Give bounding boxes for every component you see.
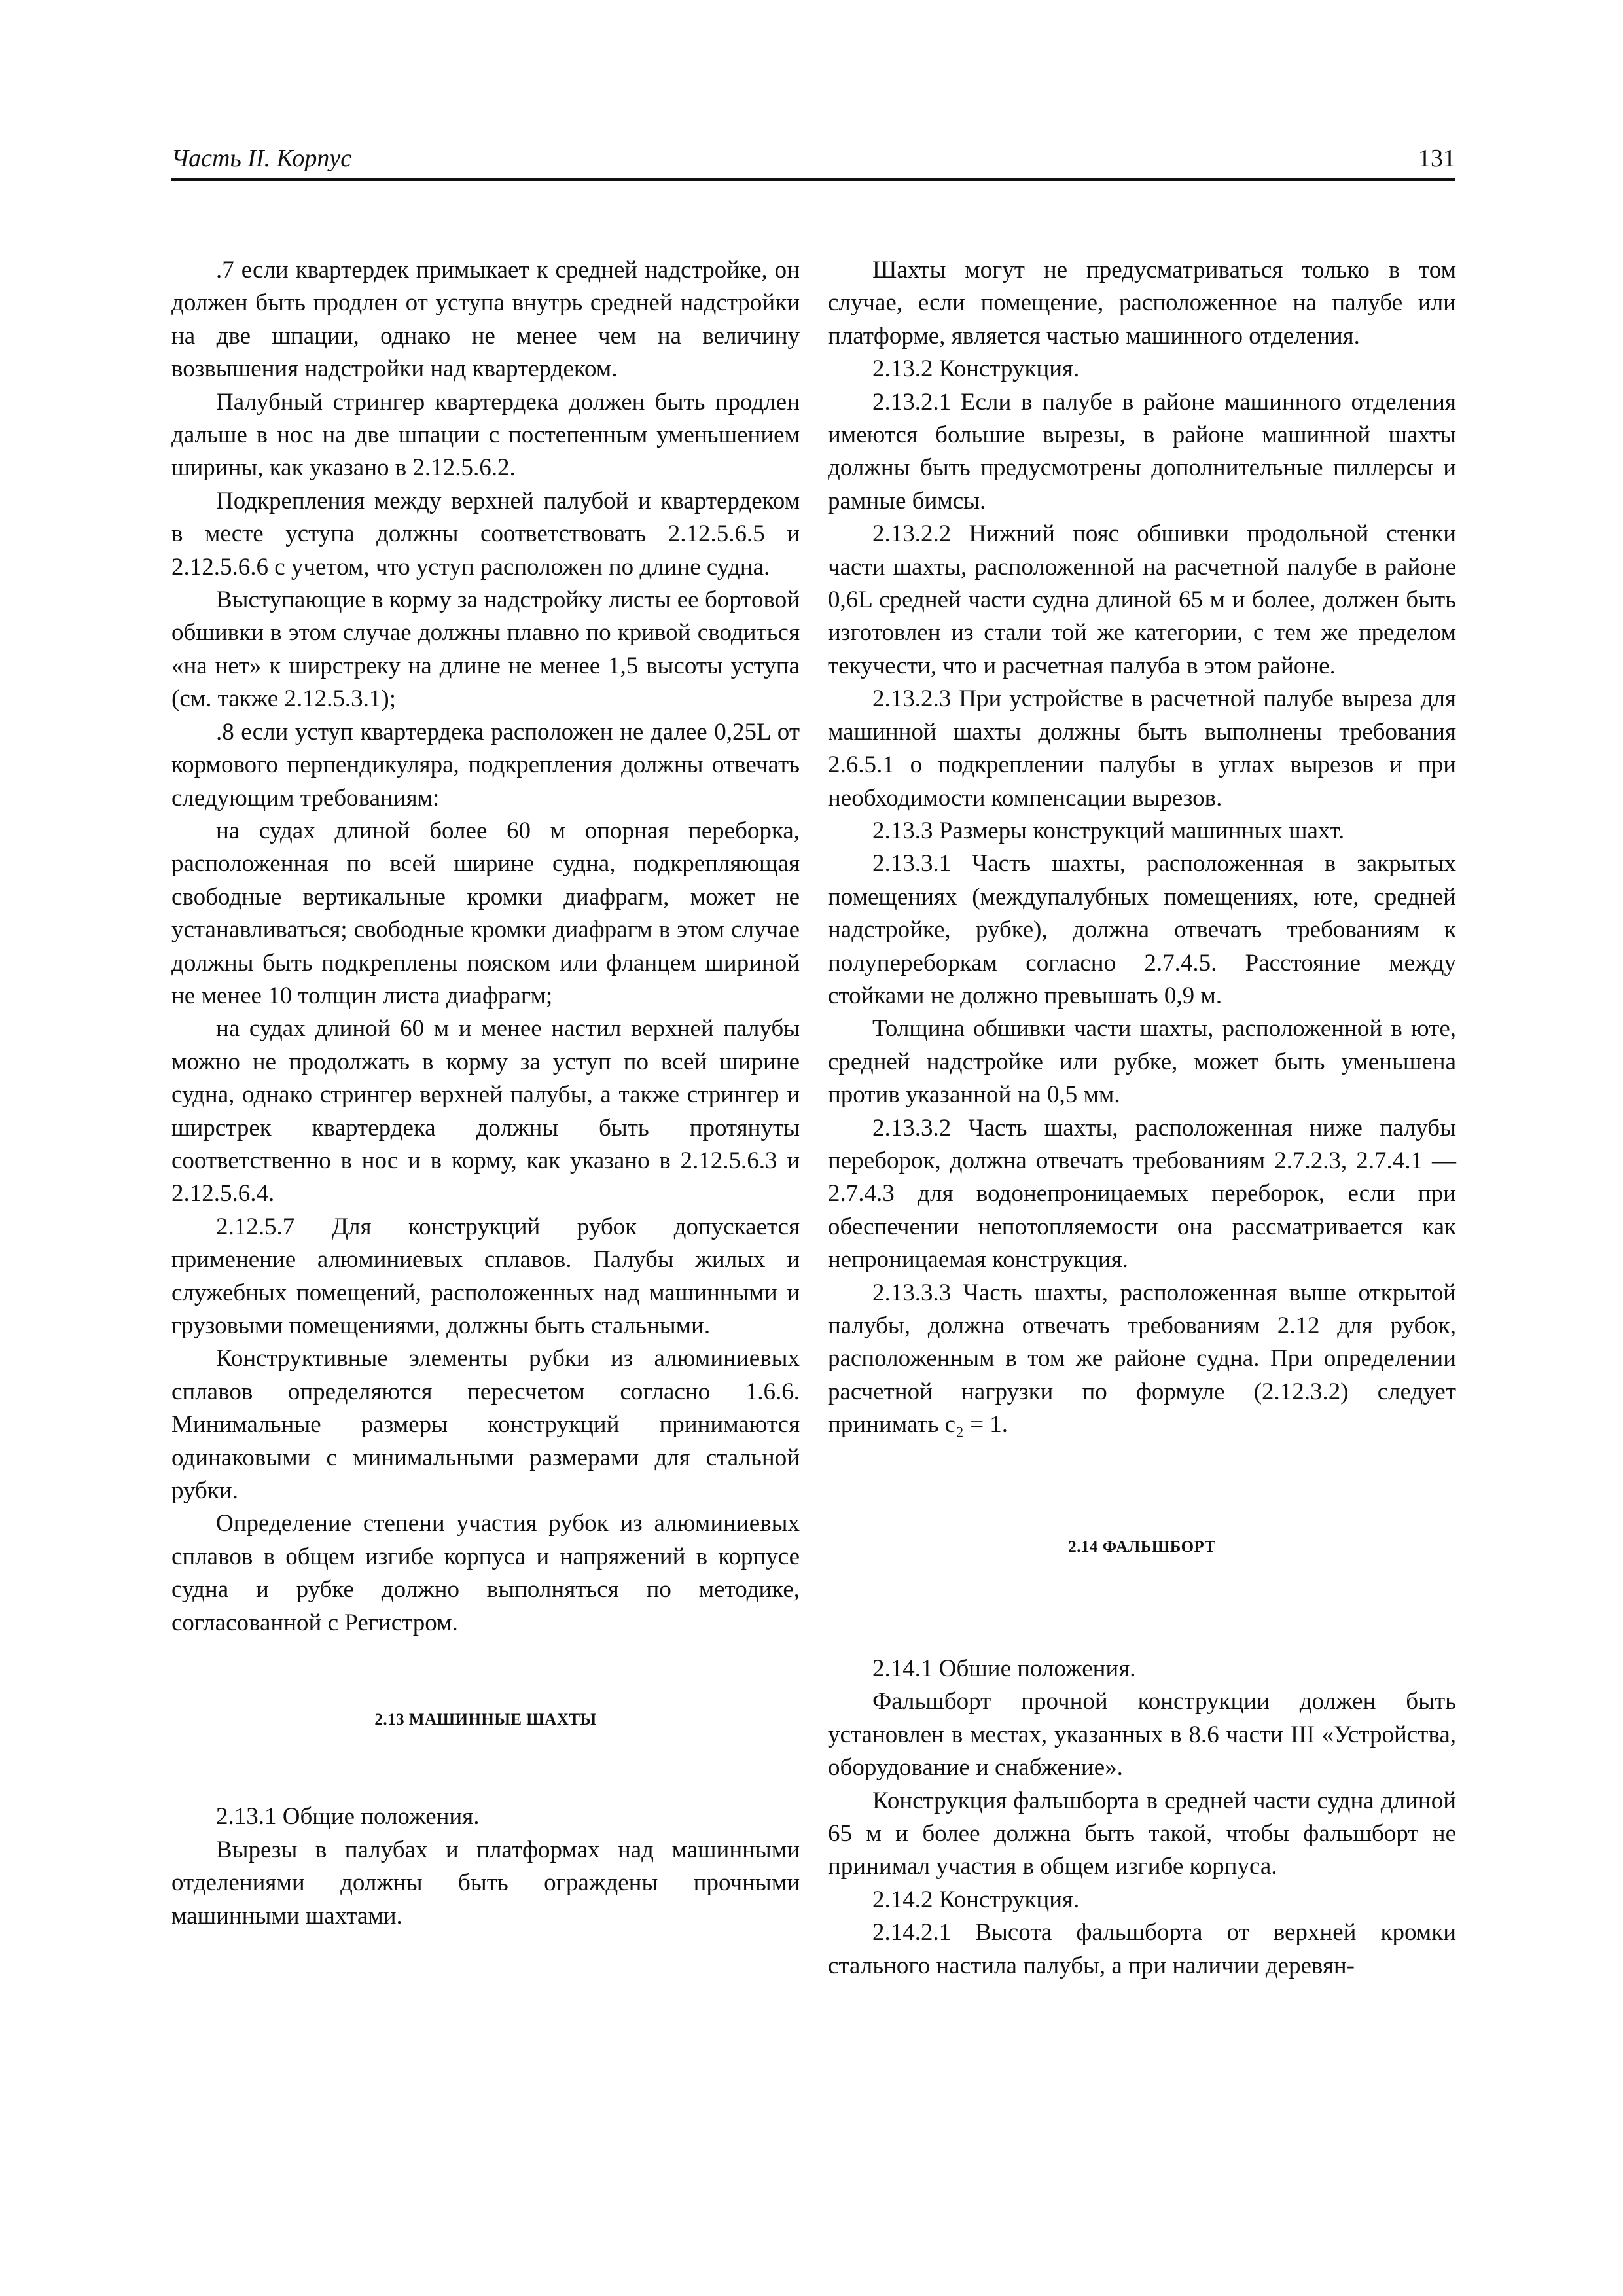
paragraph: на судах длиной 60 м и менее настил верхней палубы можно не продолжать в корму за уступ по всей ширине судна, однако стрингер верхней палубы, а также стрингер и ширстрек квартердека должны быть протянуты соответственно в нос и в корму, как указано в 2.12.5.6.3 и 2.12.5.6.4. (171, 1015, 800, 1208)
paragraph: 2.13.3.3 Часть шахты, расположенная выше открытой палубы, должна отвечать требованиям 2.12 для рубок, расположенным в том же районе судна. При определении расчетной нагрузки по формуле (2.12.3.2) следует принимать c₂ = 1. (828, 1279, 1456, 1439)
subsection-heading: 2.13.3 Размеры конструкций машинных шахт. (872, 817, 1345, 844)
paragraph: Фальшборт прочной конструкции должен быть установлен в местах, указанных в 8.6 части III «Устройства, оборудование и снабжение». (828, 1688, 1456, 1782)
paragraph: 2.13.3.1 Часть шахты, расположенная в закрытых помещениях (междупалубных помещениях, юте, средней надстройке, рубке), должна отвечать требованиям к полупереборкам согласно 2.7.4.5. Расстояние между стойками не должно превышать 0,9 м. (828, 850, 1456, 1009)
paragraph: Выступающие в корму за надстройку листы ее бортовой обшивки в этом случае должны плавно по кривой сводиться «на нет» к ширстреку на длине не менее 1,5 высоты уступа (см. также 2.12.5.3.1); (171, 586, 800, 713)
paragraph: на судах длиной более 60 м опорная переборка, расположенная по всей ширине судна, подкрепляющая свободные вертикальные кромки диафрагм, может не устанавливаться; свободные кромки диафрагм в этом случае должны быть подкреплены пояском или фланцем шириной не менее 10 толщин листа диафрагм; (171, 817, 800, 1009)
right-column (828, 254, 1456, 1982)
paragraph: 2.13.2.1 Если в палубе в районе машинного отделения имеются большие вырезы, в районе машинной шахты должны быть предусмотрены дополнительные пиллерсы и рамные бимсы. (828, 388, 1456, 514)
page-number: 131 (1418, 145, 1455, 172)
subsection-heading: 2.13.2 Конструкция. (872, 355, 1080, 383)
paragraph: Шахты могут не предусматриваться только в том случае, если помещение, расположенное на палубе или платформе, является частью машинного отделения. (828, 257, 1456, 350)
paragraph: Конструктивные элементы рубки из алюминиевых сплавов определяются пересчетом согласно 1.6.6. Минимальные размеры конструкций принимаются одинаковыми с минимальными размерами для стальной рубки. (171, 1345, 800, 1505)
subsection-heading: 2.14.2 Конструкция. (872, 1886, 1080, 1913)
subsection-heading: 2.13.1 Общие положения. (216, 1803, 480, 1831)
paragraph: .7 если квартердек примыкает к средней надстройке, он должен быть продлен от уступа внутрь средней надстройки на две шпации, однако не менее чем на величину возвышения надстройки над квартердеком. (171, 257, 800, 383)
paragraph: Вырезы в палубах и платформах над машинными отделениями должны быть ограждены прочными машинными шахтами. (171, 1836, 800, 1929)
paragraph: Подкрепления между верхней палубой и квартердеком в месте уступа должны соответствовать 2.12.5.6.5 и 2.12.5.6.6 с учетом, что уступ расположен по длине судна. (171, 487, 800, 581)
paragraph: 2.13.2.3 При устройстве в расчетной палубе выреза для машинной шахты должны быть выполнены требования 2.6.5.1 о подкреплении палубы в углах вырезов и при необходимости компенсации вырезов. (828, 685, 1456, 812)
section-heading-2-14: 2.14 ФАЛЬШБОРТ (1068, 1537, 1216, 1556)
part-title: Часть II. Корпус (171, 145, 352, 172)
paragraph: 2.14.2.1 Высота фальшборта от верхней кромки стального настила палубы, а при наличии деревян- (828, 1919, 1456, 1979)
paragraph: 2.13.2.2 Нижний пояс обшивки продольной стенки части шахты, расположенной на расчетной палубе в районе 0,6L средней части судна длиной 65 м и более, должен быть изготовлен из стали той же категории, с тем же пределом текучести, что и расчетная палуба в этом районе. (828, 520, 1456, 679)
paragraph: Конструкция фальшборта в средней части судна длиной 65 м и более должна быть такой, чтобы фальшборт не принимал участия в общем изгибе корпуса. (828, 1787, 1456, 1880)
subsection-heading: 2.14.1 Обшие положения. (872, 1655, 1136, 1683)
paragraph: 2.12.5.7 Для конструкций рубок допускается применение алюминиевых сплавов. Палубы жилых и служебных помещений, расположенных над машинными и грузовыми помещениями, должны быть стальными. (171, 1213, 800, 1339)
paragraph: Толщина обшивки части шахты, расположенной в юте, средней надстройке или рубке, может быть уменьшена против указанной на 0,5 мм. (828, 1015, 1456, 1109)
section-heading-2-13: 2.13 МАШИННЫЕ ШАХТЫ (374, 1711, 597, 1729)
paragraph: Палубный стрингер квартердека должен быть продлен дальше в нос на две шпации с постепенным уменьшением ширины, как указано в 2.12.5.6.2. (171, 388, 800, 482)
left-column (171, 254, 800, 1933)
running-header (171, 145, 1455, 181)
paragraph: Определение степени участия рубок из алюминиевых сплавов в общем изгибе корпуса и напряжений в корпусе судна и рубке должно выполняться по методике, согласованной с Регистром. (171, 1510, 800, 1636)
paragraph: 2.13.3.2 Часть шахты, расположенная ниже палубы переборок, должна отвечать требованиям 2.7.2.3, 2.7.4.1 — 2.7.4.3 для водонепроницаемых переборок, если при обеспечении непотопляемости она рассматривается как непроницаемая конструкция. (828, 1114, 1456, 1274)
paragraph: .8 если уступ квартердека расположен не далее 0,25L от кормового перпендикуляра, подкрепления должны отвечать следующим требованиям: (171, 718, 800, 812)
